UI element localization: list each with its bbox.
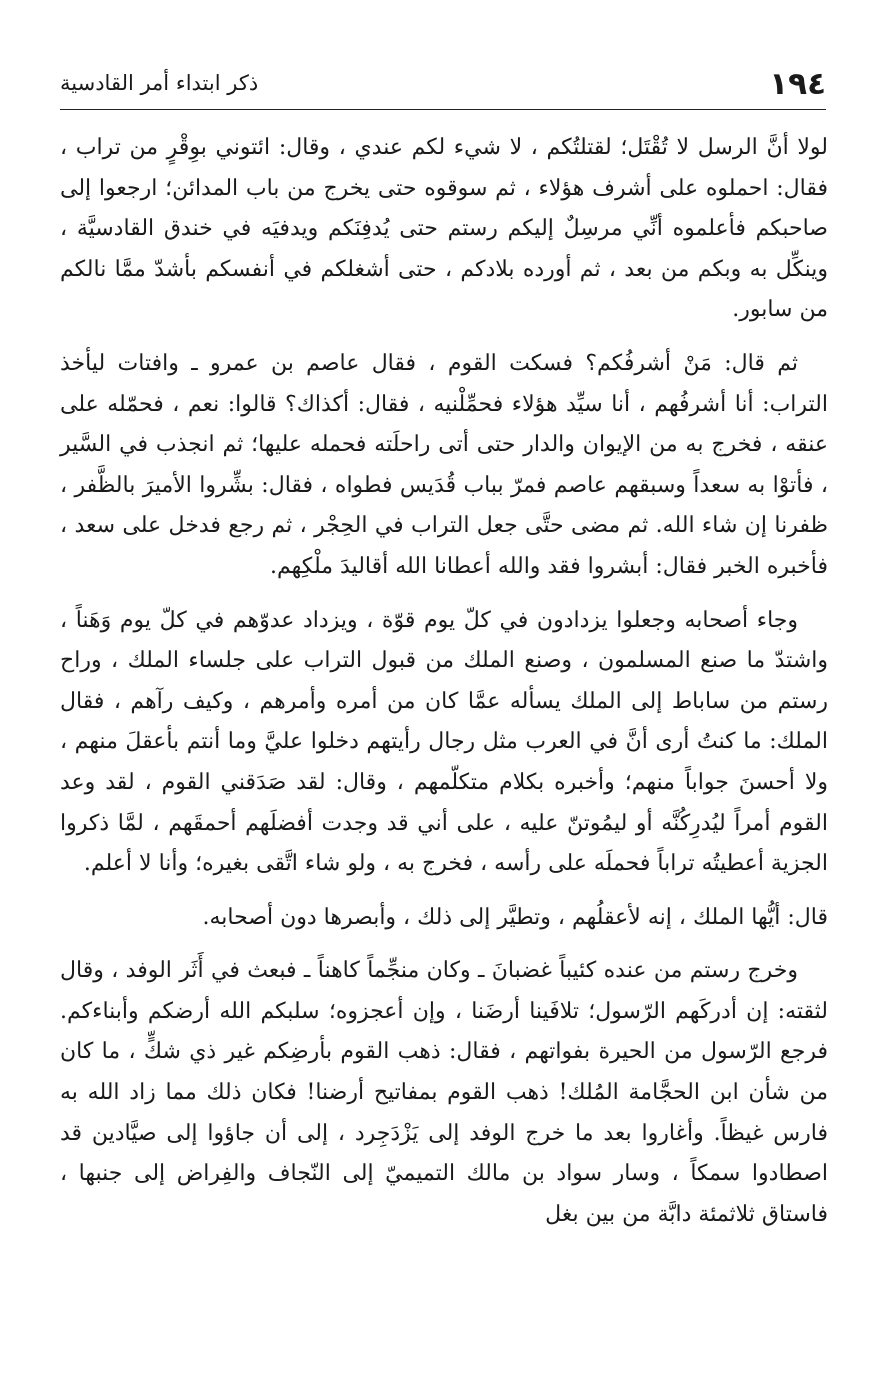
paragraph-2: ثم قال: مَنْ أشرفُكم؟ فسكت القوم ، فقال عاصم بن عمرو ـ وافتات ليأخذ التراب: أنا أشرفُهم ، أنا سيِّد هؤلاء فحمِّلْنيه ، فقال: أكذاك؟ قالوا: نعم ، فحمّله على عنقه ، فخرج به من الإيوان والدار حتى أتى راحلَته فحمله عليها؛ ثم انجذب في السَّير ، فأتوْا به سعداً وسبقهم عاصم فمرّ بباب قُدَيس فطواه ، فقال: بشِّروا الأميرَ بالظَّفر ، ظفرنا إن شاء الله. ثم مضى حتَّى جعل التراب في الحِجْر ، ثم رجع فدخل على سعد ، فأخبره الخبر فقال: أبشروا فقد والله أعطانا الله أقاليدَ ملْكِهم.	[60, 350, 828, 579]
running-header	[60, 60, 826, 112]
paragraph-5: وخرج رستم من عنده كئيباً غضبانَ ـ وكان منجِّماً كاهناً ـ فبعث في أَثَر الوفد ، وقال لثقته: إن أدركَهم الرّسول؛ تلافَينا أرضَنا ، وإن أعجزوه؛ سلبكم الله أرضكم وأبناءكم. فرجع الرّسول من الحيرة بفواتهم ، فقال: ذهب القوم بأرضِكم غير ذي شكٍّ ، ما كان من شأن ابن الحجَّامة المُلك! ذهب القوم بمفاتيح أرضنا! فكان ذلك مما زاد الله به فارس غيظاً. وأغاروا بعد ما خرج الوفد إلى يَزْدَجِرد ، إلى أن جاؤوا إلى صيَّادين قد اصطادوا سمكاً ، وسار سواد بن مالك التميميّ إلى النّجاف والفِراض إلى جنبها ، فاستاق ثلاثمئة دابَّة من بين بغل	[60, 958, 828, 1227]
paragraph-1: لولا أنَّ الرسل لا تُقْتَل؛ لقتلتُكم ، لا شيء لكم عندي ، وقال: ائتوني بوِقْرٍ من تراب ، فقال: احملوه على أشرف هؤلاء ، ثم سوقوه حتى يخرج من باب المدائن؛ ارجعوا إلى صاحبكم فأعلموه أنِّي مرسِلٌ إليكم رستم حتى يُدفِنَكم ويدفيَه في خندق القادسيَّة ، وينكِّل به وبكم من بعد ، ثم أورده بلادكم ، حتى أشغلكم في أنفسكم بأشدّ ممَّا نالكم من سابور.	[60, 135, 828, 323]
chapter-title: ذكر ابتداء أمر القادسية	[60, 71, 259, 95]
paragraph-3: وجاء أصحابه وجعلوا يزدادون في كلّ يوم قوّة ، ويزداد عدوّهم في كلّ يوم وَهَناً ، واشتدّ ما صنع المسلمون ، وصنع الملك من قبول التراب على جلساء الملك ، وراح رستم من ساباط إلى الملك يسأله عمَّا كان من أمره وأمرهم ، وكيف رآهم ، فقال الملك: ما كنتُ أرى أنَّ في العرب مثل رجال رأيتهم دخلوا عليَّ وما أنتم بأعقلَ منهم ، ولا أحسنَ جواباً منهم؛ وأخبره بكلام متكلّمهم ، وقال: لقد صَدَقني القوم ، لقد وعد القوم أمراً ليُدرِكُنَّه أو ليمُوتنّ عليه ، على أني قد وجدت أفضلَهم أحمقَهم ، لمَّا ذكروا الجزية أعطيتُه تراباً فحملَه على رأسه ، فخرج به ، ولو شاء اتَّقى بغيره؛ وأنا لا أعلم.	[60, 607, 828, 877]
paragraph-4: قال: أيُّها الملك ، إنه لأعقلُهم ، وتطيَّر إلى ذلك ، وأبصرها دون أصحابه.	[202, 904, 828, 930]
page-number: ١٩٤	[769, 66, 826, 102]
header-divider	[60, 109, 826, 110]
body-text	[60, 128, 828, 1248]
